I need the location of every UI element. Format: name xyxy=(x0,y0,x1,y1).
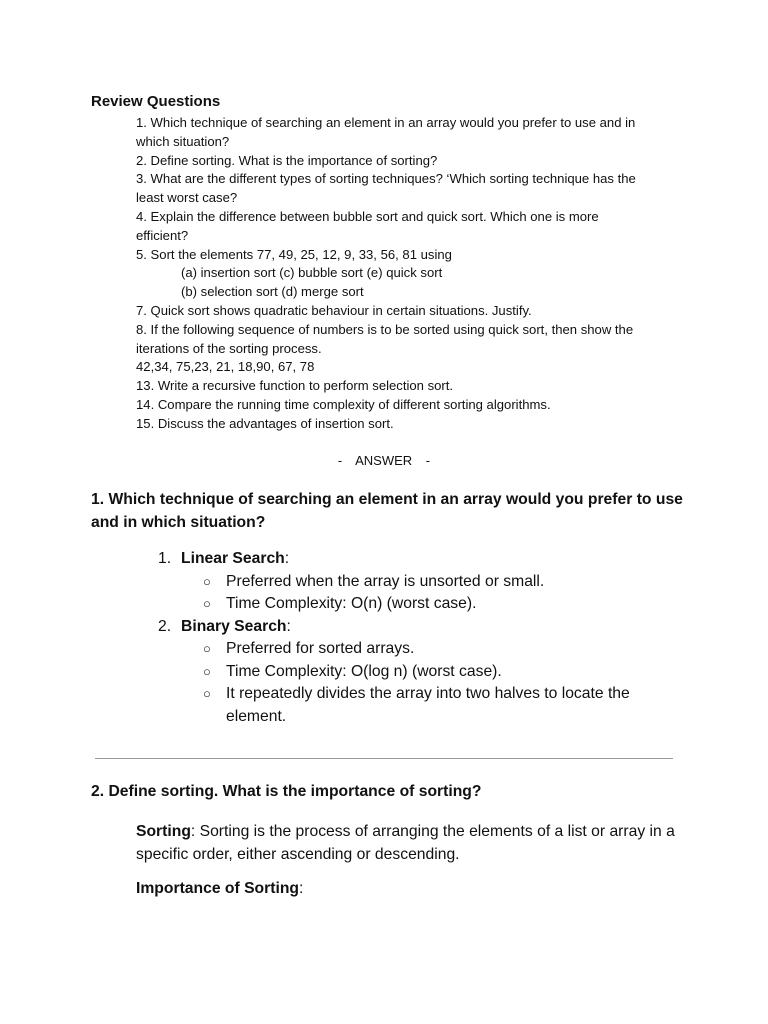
bullet-list xyxy=(158,571,678,616)
question-subline: (a) insertion sort (c) bubble sort (e) quick sort xyxy=(181,265,443,281)
bullet-text: Preferred for sorted arrays. xyxy=(226,640,415,657)
question-subline: (b) selection sort (d) merge sort xyxy=(181,284,364,300)
answer-label: ANSWER xyxy=(355,453,413,468)
circle-bullet-icon: ○ xyxy=(203,663,211,679)
bullet-item xyxy=(203,593,678,616)
importance-suffix: : xyxy=(298,880,304,897)
question-line: 13. Write a recursive function to perform selection sort. xyxy=(136,378,454,394)
list-number: 1. xyxy=(158,550,172,567)
bullet-item xyxy=(203,661,678,684)
bullet-item xyxy=(203,683,678,728)
sorting-definition xyxy=(136,820,676,866)
bullet-text: Time Complexity: O(n) (worst case). xyxy=(226,595,477,612)
importance-term: Importance of Sorting xyxy=(136,880,299,897)
question-line: 7. Quick sort shows quadratic behaviour in certain situations. Justify. xyxy=(136,302,532,318)
bullet-text: Time Complexity: O(log n) (worst case). xyxy=(226,662,502,680)
question-line: which situation? xyxy=(136,133,230,149)
answer1-heading: 1. Which technique of searching an element in an array would you prefer to use and in which situation? xyxy=(91,491,683,531)
item-title: Binary Search xyxy=(181,617,287,635)
question-line: 4. Explain the difference between bubble sort and quick sort. Which one is more xyxy=(136,208,599,224)
list-number: 2. xyxy=(158,617,172,635)
bullet-item xyxy=(203,571,678,594)
horizontal-divider xyxy=(95,758,673,759)
question-line: 3. What are the different types of sorting techniques? ‘Which sorting technique has the xyxy=(136,171,636,187)
bullet-text: Preferred when the array is unsorted or small. xyxy=(226,572,545,590)
answer2-heading: 2. Define sorting. What is the importance of sorting? xyxy=(91,783,482,800)
question-line: least worst case? xyxy=(136,190,238,206)
question-line: 15. Discuss the advantages of insertion sort. xyxy=(136,415,394,431)
question-line: 14. Compare the running time complexity of different sorting algorithms. xyxy=(136,396,551,412)
importance-of-sorting xyxy=(136,880,303,898)
question-line: 5. Sort the elements 77, 49, 25, 12, 9, 33, 56, 81 using xyxy=(136,246,452,262)
question-line: 8. If the following sequence of numbers is to be sorted using quick sort, then show the xyxy=(136,321,634,337)
question-line: 2. Define sorting. What is the importance of sorting? xyxy=(136,152,438,168)
item-suffix: : xyxy=(284,550,290,567)
separator-dash: - xyxy=(337,453,343,468)
item-title: Linear Search xyxy=(181,550,285,567)
circle-bullet-icon: ○ xyxy=(203,641,211,656)
bullet-text: It repeatedly divides the array into two halves to locate the element. xyxy=(226,685,630,725)
search-technique-list xyxy=(158,548,678,728)
item-suffix: : xyxy=(286,617,291,635)
question-line: iterations of the sorting process. xyxy=(136,340,322,356)
circle-bullet-icon: ○ xyxy=(203,573,211,589)
question-line: 42,34, 75,23, 21, 18,90, 67, 78 xyxy=(136,359,315,375)
bullet-item xyxy=(203,638,678,661)
review-questions-title: Review Questions xyxy=(91,93,221,110)
review-question-list xyxy=(136,114,696,434)
sorting-term: Sorting xyxy=(136,823,191,840)
question-line: 1. Which technique of searching an element in an array would you prefer to use and in xyxy=(136,115,636,130)
answer-separator xyxy=(0,453,768,468)
circle-bullet-icon: ○ xyxy=(203,686,211,701)
sorting-definition-text: : Sorting is the process of arranging the elements of a list or array in a specific order, either ascending or descending. xyxy=(136,823,675,863)
bullet-list xyxy=(158,638,678,728)
separator-dash: - xyxy=(425,453,431,468)
list-item xyxy=(158,616,678,639)
list-item xyxy=(158,548,678,571)
question-line: efficient? xyxy=(136,227,189,243)
circle-bullet-icon: ○ xyxy=(203,596,211,611)
